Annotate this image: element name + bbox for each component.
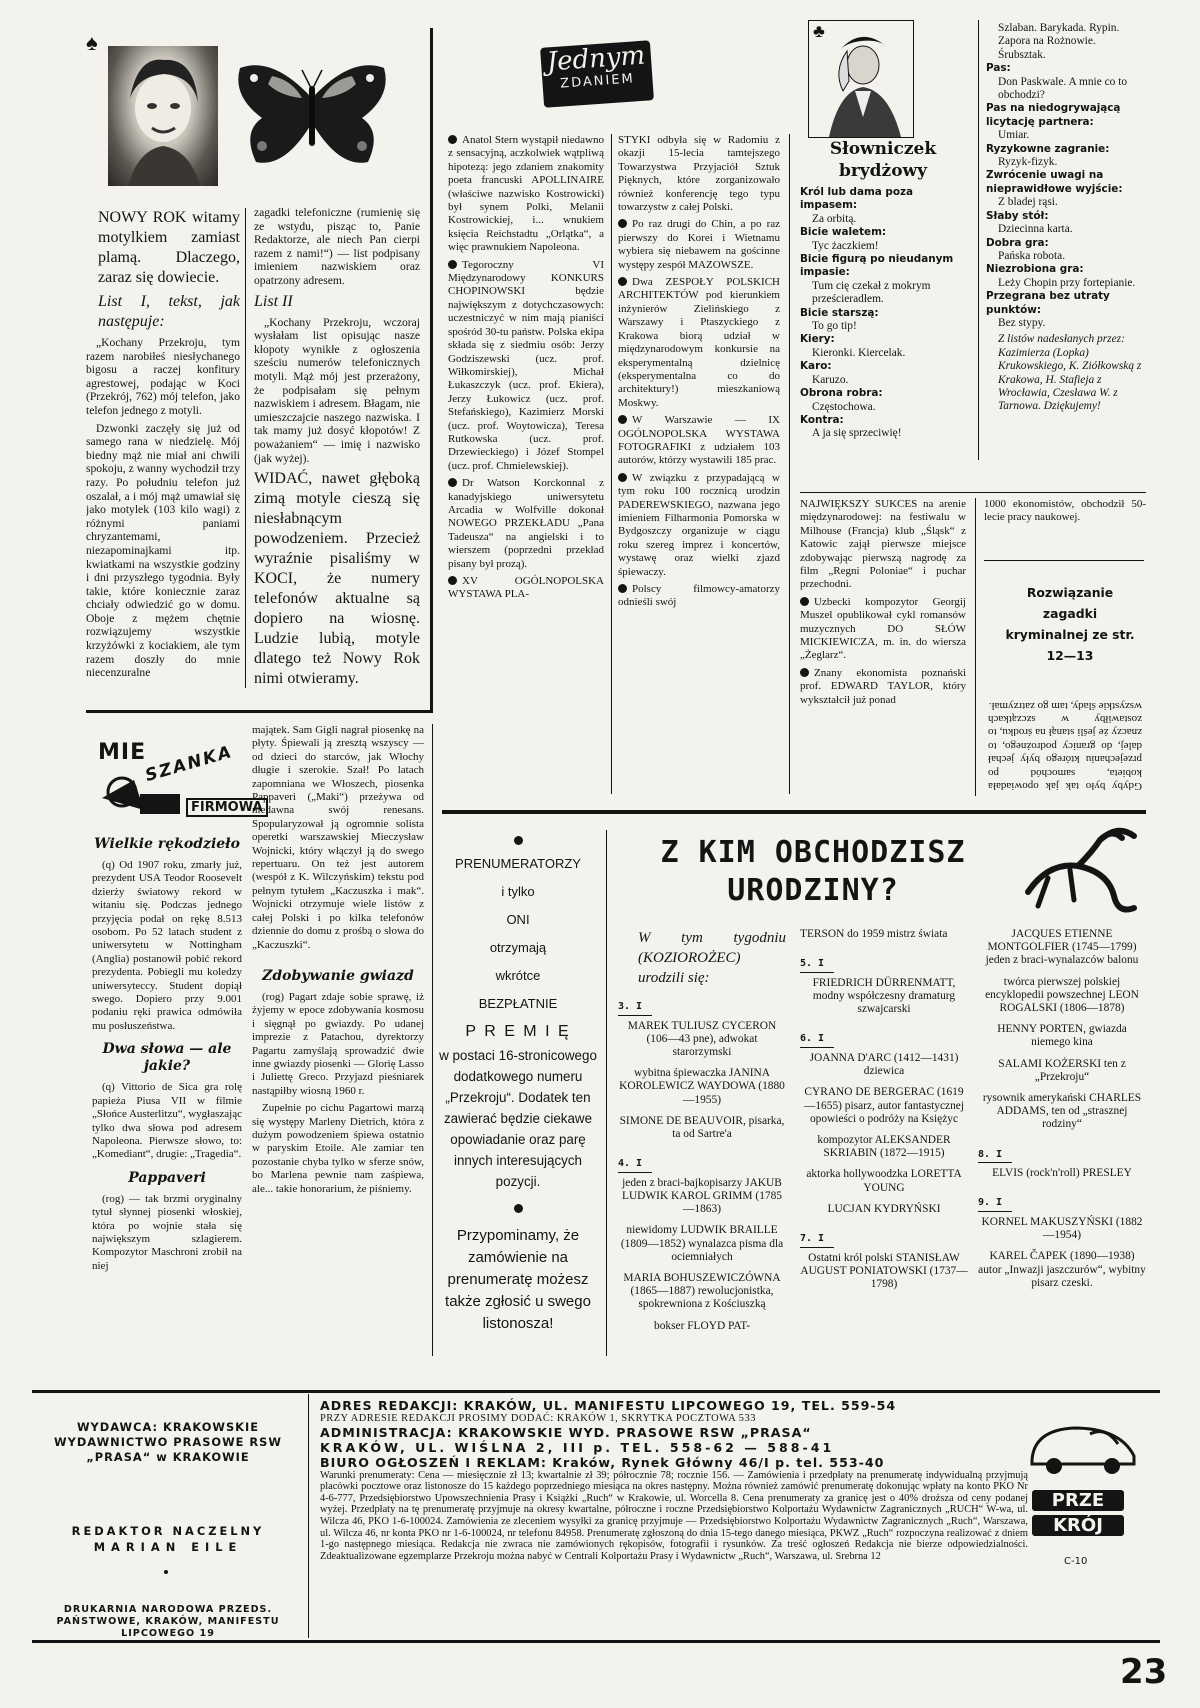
jednym-column-c <box>800 498 966 796</box>
paragraph: majątek. Sam Gigli nagrał piosenkę na płyty. Śpiewali ją zresztą wszyscy — od dzieci do starców, jak Włochy długie i szerokie. Szał! Po latach zapomniana we Włoszech, piosenka Pappaveri („Maki“) przeżywa od niedawna swój renesans. Spopularyzował ją ogromnie solista operetki warszawskiej Mieczysław Wojnicki, który włączył ją do swego repertuaru. On też jest autorem (wespół z K. Wilczyńskim) tekstu pod pełnym tytułem „Kaczuszka i mak“. Wojnicki otrzymuje wiele listów z całej Polski i po kilka telefonów dziennie do domu z prośbą o słowa do „Kaczuszki“. <box>252 724 424 951</box>
birthday-entry: SALAMI KOŻERSKI ten z „Przekroju“ <box>998 1057 1126 1083</box>
divider <box>975 498 976 796</box>
dict-term: Zwrócenie uwagi na nieprawidłowe wyjście: <box>986 169 1123 195</box>
urodziny-column-2 <box>800 928 968 1356</box>
birthday-entry: HENNY PORTEN, gwiazda niemego kina <box>997 1023 1127 1049</box>
dict-meaning: Kieronki. Kiercelak. <box>812 346 906 359</box>
divider <box>789 134 790 794</box>
editorial-address <box>320 1398 1028 1562</box>
slowniczek-left <box>800 186 970 458</box>
dict-term: Słaby stół: <box>986 209 1049 222</box>
dict-meaning: Tyc żaczkiem! <box>812 239 879 252</box>
day-label: 3. I <box>618 1000 652 1016</box>
rozwiazanie-title: Rozwiązanie zagadki kryminalnej ze str. 12—13 <box>1005 585 1135 663</box>
club-suit-icon: ♣ <box>813 21 825 41</box>
divider <box>984 560 1144 561</box>
bullet-icon <box>448 576 457 585</box>
paragraph: (rog) Pagart zdaje sobie sprawę, iż żyjemy w epoce zdobywania kosmosu i sięgnął po gwiazdy. Po udanej imprezie z Patachou, dyrektorzy Pagartu zamyślają sprowadzić dwie inne gwiazdy piosenki — Glorię Lasso i Juliettę Greco. Przyjazd pieśniarek nastąpiłby wiosną 1960 r. <box>252 990 424 1097</box>
address-line: ADRES REDAKCJI: KRAKÓW, UL. MANIFESTU LIPCOWEGO 19, TEL. 559-54 <box>320 1398 897 1413</box>
birthday-entry: FRIEDRICH DÜRRENMATT, modny współczesny dramaturg szwajcarski <box>812 976 956 1016</box>
divider <box>978 20 979 460</box>
slowniczek-title: Słowniczek brydżowy <box>829 139 937 181</box>
dict-meaning: Tum cię czekał z mokrym prześcieradłem. <box>812 279 931 306</box>
dict-meaning: Pańska robota. <box>998 249 1066 262</box>
dict-term: Bicie waletem: <box>800 226 887 239</box>
birthday-entry: CYRANO DE BERGERAC (1619—1655) pisarz, autor fantastycznej opowieści o podróży na Księżyc <box>803 1086 965 1125</box>
slowniczek-right <box>986 22 1146 462</box>
bullet-icon <box>448 135 457 144</box>
urodziny-title: Z KIM OBCHODZISZ URODZINY? <box>660 835 966 908</box>
dict-meaning: Don Paskwale. A mnie co to obchodzi? <box>998 75 1128 102</box>
news-item: NAJWIĘKSZY SUKCES na arenie międzynarodowej: na festiwalu w Milhouse (Francja) klub „Śląsk“ z Katowic zajął pierwsze miejsce zdobywając pierwszą nagrodę za film „Regni Poloniae“ i puchar przechodni. <box>800 498 966 591</box>
dict-term: Bicie figurą po nieudanym impasie: <box>800 253 954 279</box>
birthday-entry: ELVIS (rock'n'roll) PRESLEY <box>992 1167 1132 1180</box>
spade-mark: ♠ <box>86 30 98 55</box>
bullet-icon <box>618 584 627 593</box>
letter-heading: List II <box>254 292 293 310</box>
subscription-terms: Warunki prenumeraty: Cena — miesięcznie zł 13; kwartalnie zł 39; półrocznie 78; rocznie 156. — Zamówienia i przedpłaty na prenumeratę indywidualną przyjmują placówki pocztowe oraz listonosze do 15 każdego poprzedniego miesiąca na okres następny. Można również zamówić prenumeratę dokonując wpłaty na konto PKO Nr 4-6-777, Przedsiębiorstwo Upowszechnienia Prasy i Książki „Ruch“ w Krakowie, ul. Worcella 8. Cena prenumeraty za granicę jest o 40% droższa od ceny podanej wyżej. Przedpłaty na tę prenumeratę przyjmuje na okresy kwartalne, półroczne i roczne Przedsiębiorstwo Kolportażu Wydawnictw Zagranicznych „RUCH“ W-wa, ul. Wilcza 46, PKO 1-6-100024. Zamówienia ze zleceniem wysyłki za granicę przyjmuje — Przedsiębiorstwo Kolportażu Wydawnictw Zagranicznych „Ruch“, Warszawa, ul. Wilcza 46, nr konta PKO nr 1-6-100024, nr telefonu 84958. Prenumeratę zgłoszoną do dnia 15-tego danego miesiąca, PKWZ „Ruch“ rozpoczyna realizować z dniem 1-go następnego miesiąca. Redakcja nie zwraca nie zamówionych rękopisów, fotografii i rysunków. Za treść ogłoszeń Redakcja nie bierze odpowiedzialności. Zdeaktualizowane egzemplarze Przekroju można nabyć w Centrali Kolportażu Prasy i Wydawnictw „Ruch“, Warszawa, ul. Srebrna 12 <box>320 1469 1028 1562</box>
divider <box>800 492 1146 493</box>
article-closing: WIDAĆ, nawet głęboką zimą motyle cieszą się niesłabnącym powodzeniem. Przecież wyraźnie pisaliśmy w KOCI, że numery telefonów aktualne są dopiero na wiosnę. Ludzie lubią, motyle dlatego też Nowy Rok nimi otwieramy. <box>254 470 420 688</box>
divider <box>611 134 612 794</box>
birthday-entry: KORNEL MAKUSZYŃSKI (1882—1954) <box>981 1216 1143 1242</box>
news-item: Polscy filmowcy-amatorzy odnieśli swój <box>618 583 780 609</box>
divider <box>430 28 433 712</box>
prem-text: w postaci 16-stronicowego dodatkowego numeru „Przekroju“. Dodatek ten zawierać będzie ciekawe opowiadanie oraz parę innych interesujących pozycji. <box>439 1048 597 1189</box>
birthday-entry: JOANNA D'ARC (1412—1431) dziewica <box>809 1052 959 1078</box>
article-column-2 <box>254 206 420 702</box>
birthday-entry: LUCJAN KYDRYŃSKI <box>827 1202 941 1215</box>
jednym-column-a <box>448 134 604 796</box>
birthday-entry: bokser FLOYD PAT- <box>654 1319 750 1332</box>
dict-meaning: A ja się sprzeciwię! <box>812 427 902 440</box>
jednym-column-d <box>984 498 1146 548</box>
dict-meaning: Leży Chopin przy fortepianie. <box>998 276 1136 289</box>
birthday-entry: rysownik amerykański CHARLES ADDAMS, ten od „strasznej rodziny“ <box>982 1092 1142 1131</box>
news-item: Uzbecki kompozytor Georgij Muszel opublikował cykl romansów muzycznych DO SŁÓW MICKIEWICZA, m. in. do wiersza „Żeglarz“. <box>800 595 966 662</box>
birthday-entry: KAREL ČAPEK (1890—1938) autor „Inwazji jaszczurów“, wybitny pisarz czeski. <box>978 1250 1146 1289</box>
bullet-icon <box>618 219 627 228</box>
logo-text: MIE <box>98 740 147 765</box>
woman-portrait <box>108 46 218 186</box>
bullet-icon <box>800 668 809 677</box>
prem-line: P R E M I Ę <box>465 1023 571 1040</box>
news-item: W Warszawie — IX OGÓLNOPOLSKA WYSTAWA FOTOGRAFIKI z udziałem 103 autorów, którzy wystawili 185 prac. <box>618 414 780 467</box>
dict-term: Obrona robra: <box>800 387 883 400</box>
jednym-zdaniem-logo <box>540 40 654 108</box>
prem-line: PRENUMERATORZY <box>455 856 581 871</box>
dict-term: Przegrana bez utraty punktów: <box>986 290 1110 316</box>
jednym-column-b <box>618 134 780 796</box>
birthday-entry: MARIA BOHUSZEWICZÓWNA (1865—1887) rewolucjonistka, spokrewniona z Kościuszką <box>623 1272 781 1311</box>
urodziny-column-1 <box>618 928 786 1356</box>
page-number: 23 <box>1120 1652 1168 1692</box>
przekroj-logo <box>1032 1490 1124 1536</box>
article-intro: NOWY ROK witamy motylkiem zamiast plamą. Dlaczego, zaraz się dowiecie. <box>98 209 240 286</box>
butterfly-illustration <box>232 56 392 176</box>
urodziny-intro: W tym tygodniu (KOZIOROŻEC) urodzili się: <box>638 930 786 986</box>
divider <box>308 1394 309 1638</box>
birthday-entry: twórca pierwszej polskiej encyklopedii powszechnej LEON ROGALSKI (1806—1878) <box>985 975 1139 1015</box>
birthday-entry: jeden z braci-bajkopisarzy JAKUB LUDWIK KAROL GRIMM (1785—1863) <box>622 1176 782 1216</box>
birthday-entry: aktorka hollywoodzka LORETTA YOUNG <box>806 1168 962 1194</box>
editor-label: REDAKTOR NACZELNY <box>71 1524 265 1538</box>
dict-term: Kiery: <box>800 333 835 346</box>
playing-card-king <box>808 20 914 138</box>
dict-meaning: To go tip! <box>812 320 857 333</box>
dict-meaning: Z bladej rąsi. <box>998 196 1058 209</box>
news-item: Tegoroczny VI Międzynarodowy KONKURS CHOPINOWSKI będzie największym z dotychczasowych: uczestniczyć w nim mają pianiści spośród 30-tu państw. Polska ekipa składa się z siedmiu osób: Jerzy Godziszewski (ucz. prof. Wiłkomirskiej), Michał Łukaszczyk (ucz. prof. Ekiera), Jerzy Łukowicz (ucz. prof. Stefańskiego), Kazimierz Morski (ucz. prof. Woytowicza), Teresa Rutkowska (ucz. prof. Drzewieckiego) i Józef Stompel (ucz. prof. Chmielewskiej). <box>448 258 604 472</box>
divider <box>32 1640 1160 1643</box>
editor-name: MARIAN EILE <box>93 1540 243 1554</box>
printer-info: DRUKARNIA NARODOWA PRZEDS. PAŃSTWOWE, KRAKÓW, MANIFESTU LIPCOWEGO 19 <box>56 1604 280 1639</box>
bullet-icon <box>514 836 523 845</box>
news-item: 1000 ekonomistów, obchodził 50-lecie pracy naukowej. <box>984 498 1146 524</box>
bullet-icon <box>164 1570 168 1574</box>
dict-meaning: Częstochowa. <box>812 400 876 413</box>
dict-meaning: Szlaban. Barykada. Rypin. Zapora na Rożnowie. Śrubsztak. <box>998 22 1120 61</box>
urodziny-column-3 <box>978 928 1146 1356</box>
paragraph: zagadki telefoniczne (rumienię się ze wstydu, pisząc to, Panie Redaktorze, ale niech Pan cierpi razem z nami!“) — list podpisany imieniem nazwiskiem oraz opatrzony adresem. <box>254 206 420 287</box>
paragraph: Zupełnie po cichu Pagartowi marzą się występy Marleny Dietrich, która z dużym powodzeniem śpiewa ostatnio w paryskim Etoile. Ale zamiar ten pozostanie chyba tylko w sferze snów, bo Marlena pewnie nam zaśpiewa, ale... takie honorarium, że piśniemy. <box>252 1102 424 1195</box>
bullet-icon <box>514 1204 523 1213</box>
paragraph: (rog) — tak brzmi oryginalny tytuł słynnej piosenki włoskiej, która po wojnie stała się największym szlagierem. Kompozytor Maschroni zrobił na niej <box>92 1192 242 1272</box>
birthday-entry: MAREK TULIUSZ CYCERON (106—43 pne), adwokat starorzymski <box>627 1019 777 1058</box>
paragraph: Dzwonki zaczęły się już od samego rana w niedzielę. Mój biedny mąż nie miał ani chwili spokoju, z wanny wychodził trzy razy. Po południu telefon już oszalał, a i mój mąż umawiał się jako motylek (103 kilo wagi) z różnymi paniami chryzantemami, niezapominajkami itp. kwiatkami na wszystkie godziny i dni przyszłego tygodnia. Były takie, które koniecznie zaraz chciały odwiedzić go w domu. Oboje z mężem chętnie rozwiązujemy wszystkie krzyżówki z kociakiem, ale tym razem doszły do mnie niecenzuralne <box>86 421 240 680</box>
prem-line: BEZPŁATNIE <box>478 996 558 1011</box>
divider <box>32 1390 1160 1393</box>
dict-term: Pas: <box>986 62 1011 75</box>
mieszanka-logo <box>92 740 263 824</box>
dict-meaning: Za orbitą. <box>812 212 857 225</box>
credits: Z listów nadesłanych przez: Kazimierza (Lopka) Krukowskiego, K. Ziółkowską z Krakowa, H. Stafieja z Wrocławia, Czesława W. z Tarnowa. Dziękujemy! <box>998 333 1142 413</box>
logo-text: KRÓJ <box>1032 1515 1124 1536</box>
administration-line: KRAKÓW, UL. WIŚLNA 2, III p. TEL. 558-62 — 588-41 <box>320 1439 835 1455</box>
day-label: 8. I <box>978 1148 1012 1164</box>
news-item: W związku z przypadającą w tym roku 100 rocznicą urodzin PADEREWSKIEGO, nazwana jego imieniem Filharmonia Pomorska w Bydgoszczy organizuje w ciągu roku szereg imprez i koncertów, wystawę oraz wielki zjazd śpiewaczy. <box>618 471 780 578</box>
news-item: STYKI odbyła się w Radomiu z okazji 15-lecia tamtejszego Towarzystwa Przyjaciół Sztuk Pięknych, które zorganizowało również konferencję tego typu towarzystw z całej Polski. <box>618 134 780 214</box>
day-label: 7. I <box>800 1232 834 1248</box>
dict-meaning: Umiar. <box>998 129 1030 142</box>
day-label: 4. I <box>618 1157 652 1173</box>
bullet-icon <box>618 415 627 424</box>
prem-line: ONI <box>506 912 530 927</box>
prem-line: i tylko <box>501 884 535 899</box>
birthday-entry: niewidomy LUDWIK BRAILLE (1809—1852) wynalazca pisma dla ociemniałych <box>620 1224 784 1263</box>
news-item: Dr Watson Korckonnal z kanadyjskiego uniwersytetu Arcadia w Wolfville dokonał NOWEGO PRZEKŁADU „Pana Tadeusza“ na angielski i to wierszem (poprzedni przekład pisany był prozą). <box>448 477 604 570</box>
letter-heading: List I, tekst, jak następuje: <box>98 293 240 330</box>
mieszanka-column-2 <box>252 724 424 1356</box>
logo-text: Jednym <box>545 40 647 78</box>
dict-meaning: Karuzo. <box>812 373 849 386</box>
dict-term: Karo: <box>800 360 832 373</box>
article-column-1 <box>86 208 240 704</box>
logo-text: FIRMOWA <box>186 798 268 817</box>
birthday-entry: kompozytor ALEKSANDER SKRIABIN (1872—1915) <box>817 1134 951 1160</box>
bullet-icon <box>800 597 809 606</box>
birthday-entry: SIMONE DE BEAUVOIR, pisarka, ta od Sartre'a <box>619 1114 785 1141</box>
divider <box>245 208 246 688</box>
paragraph: (q) Od 1907 roku, zmarły już, prezydent USA Teodor Roosevelt dzierży światowy rekord w witaniu się. Podczas jednego przyjęcia podał on rękę 8.513 osobom. Po 52 latach student z uniwersytetu w Nottingham (Anglia) postanowił pobić rekord prezydenta. Pobiegli mu koledzy uniwersyteccy. Student dopiął swego. Dopiero przy 9.001 podaniu ręki prawica odmówiła mu posłuszeństwa. <box>92 859 242 1032</box>
dict-meaning: Ryzyk-fizyk. <box>998 156 1058 169</box>
ads-office-line: BIURO OGŁOSZEŃ I REKLAM: Kraków, Rynek Główny 46/I p. tel. 553-40 <box>320 1454 885 1470</box>
paragraph: (q) Vittorio de Sica gra rolę papieża Piusa VII w filmie „Słońce Austerlitzu“, wygłaszając tylko dwa słowa pod adresem Napoleona. Pierwsze słowo, to: „Komediant“, drugie: „Tragedia“. <box>92 1081 242 1161</box>
news-item: Dwa ZESPOŁY POLSKICH ARCHITEKTÓW pod kierunkiem inżynierów Zielińskiego z Warszawy i Ptaszyckiego z Krakowa biorą udział w międzynarodowym konkursie na eksperymentalną dzielnicę (eksperymentalna co do architektury!) mieszkaniową Moskwy. <box>618 276 780 409</box>
administration-line: ADMINISTRACJA: KRAKOWSKIE WYD. PRASOWE RSW „PRASA“ <box>320 1424 812 1440</box>
logo-subtext: ZDANIEM <box>559 71 636 92</box>
dict-term: Kontra: <box>800 413 844 426</box>
dict-term: Niezrobiona gra: <box>986 263 1084 276</box>
mieszanka-column-1 <box>92 836 242 1356</box>
birthday-entry: Ostatni król polski STANISŁAW AUGUST PONIATOWSKI (1737—1798) <box>800 1251 968 1291</box>
bullet-icon <box>448 260 457 269</box>
bullet-icon <box>448 478 457 487</box>
divider <box>442 810 1146 814</box>
prem-reminder: Przypominamy, że zamówienie na prenumeratę możesz także zgłosić u swego listonosza! <box>445 1227 591 1332</box>
bullet-icon <box>618 277 627 286</box>
birthday-entry: TERSON do 1959 mistrz świata <box>800 928 948 940</box>
car-illustration <box>1024 1420 1142 1480</box>
logo-text: SZANKA <box>142 741 236 787</box>
prem-line: otrzymają <box>489 940 547 955</box>
prenumeratorzy-box <box>438 836 598 1356</box>
section-heading: Zdobywanie gwiazd <box>262 967 414 984</box>
news-item: Znany ekonomista poznański prof. EDWARD TAYLOR, który wykształcił już ponad <box>800 666 966 706</box>
day-label: 9. I <box>978 1196 1012 1212</box>
dict-meaning: Dziecinna karta. <box>998 223 1073 236</box>
news-item: XV OGÓLNOPOLSKA WYSTAWA PLA- <box>448 575 604 601</box>
bullet-icon <box>618 473 627 482</box>
day-label: 5. I <box>800 957 834 973</box>
section-heading: Dwa słowa — ale jakie? <box>102 1041 232 1075</box>
paragraph: „Kochany Przekroju, tym razem narobiłeś niesłychanego bigosu a raczej konfitury agrestowej, podając w Koci (Przekrój, 762) mój telefon, jako telefon jednego z motyli. <box>86 336 240 417</box>
paragraph: „Kochany Przekroju, wczoraj wysłałam list opisując nasze kłopoty wynikłe z ogłoszenia sześciu numerów telefonicznych motyli. Mąż mój jest przerażony, że podpisałam się pełnym nazwiskiem i adresem. Błagam, nie umieszczajcie naszego nazwiska. I tak mamy już dosyć kłopotów! Z poważaniem“ — imię i nazwisko (jak wyżej). <box>254 315 420 465</box>
birthday-entry: JACQUES ETIENNE MONTGOLFIER (1745—1799) jeden z braci-wynalazców balonu <box>985 928 1139 967</box>
capricorn-goat-icon <box>1018 822 1146 922</box>
birthday-entry: wybitna śpiewaczka JANINA KOROLEWICZ WAYDOWA (1880—1955) <box>619 1067 785 1106</box>
divider <box>86 710 433 713</box>
section-heading: Wielkie rękodzieło <box>94 836 240 852</box>
day-label: 6. I <box>800 1032 834 1048</box>
dict-term: Pas na niedogrywającą licytację partnera: <box>986 102 1121 128</box>
divider <box>432 724 433 1356</box>
prem-line: wkrótce <box>495 968 541 983</box>
rozwiazanie-upside-down-text: Gdyby było tak jak opowiadała kobieta, samochód po przejechaniu którego były jechał dalej, do granicy podrożnego, to znaczy że jeśli stanął na środku, to zostawiłby w szczątkach wszystkie ślady, tam go zatrzymał. <box>988 699 1142 792</box>
dict-meaning: Bez stypy. <box>998 316 1046 329</box>
news-item: Po raz drugi do Chin, a po raz pierwszy do Korei i Wietnamu wybiera się niebawem na gościnne występy zespół MAZOWSZE. <box>618 218 780 271</box>
dict-term: Król lub dama poza impasem: <box>800 186 914 212</box>
publisher-info: WYDAWCA: KRAKOWSKIE WYDAWNICTWO PRASOWE RSW „PRASA“ w KRAKOWIE <box>54 1420 282 1464</box>
logo-text: PRZE <box>1032 1490 1124 1511</box>
address-note: PRZY ADRESIE REDAKCJI PROSIMY DODAĆ: KRAKÓW 1, SKRYTKA POCZTOWA 533 <box>320 1413 756 1424</box>
dict-term: Dobra gra: <box>986 236 1049 249</box>
divider <box>606 830 607 1356</box>
dict-term: Ryzykowne zagranie: <box>986 142 1110 155</box>
dict-term: Bicie starszą: <box>800 306 879 319</box>
news-item: Anatol Stern wystąpił niedawno z sensacyjną, aczkolwiek wątpliwą hipotezą: jego zdaniem znakomity poeta francuski APOLLINAIRE (właściwe nazwisko Kostrowicki) był synem Polki, Melanii Kostrowickiej, i... wnukiem księcia Reichstadtu „Orlątka“, a więc prawnukiem Napoleona. <box>448 134 604 254</box>
section-heading: Pappaveri <box>128 1169 206 1186</box>
issue-code: C-10 <box>1064 1556 1088 1567</box>
